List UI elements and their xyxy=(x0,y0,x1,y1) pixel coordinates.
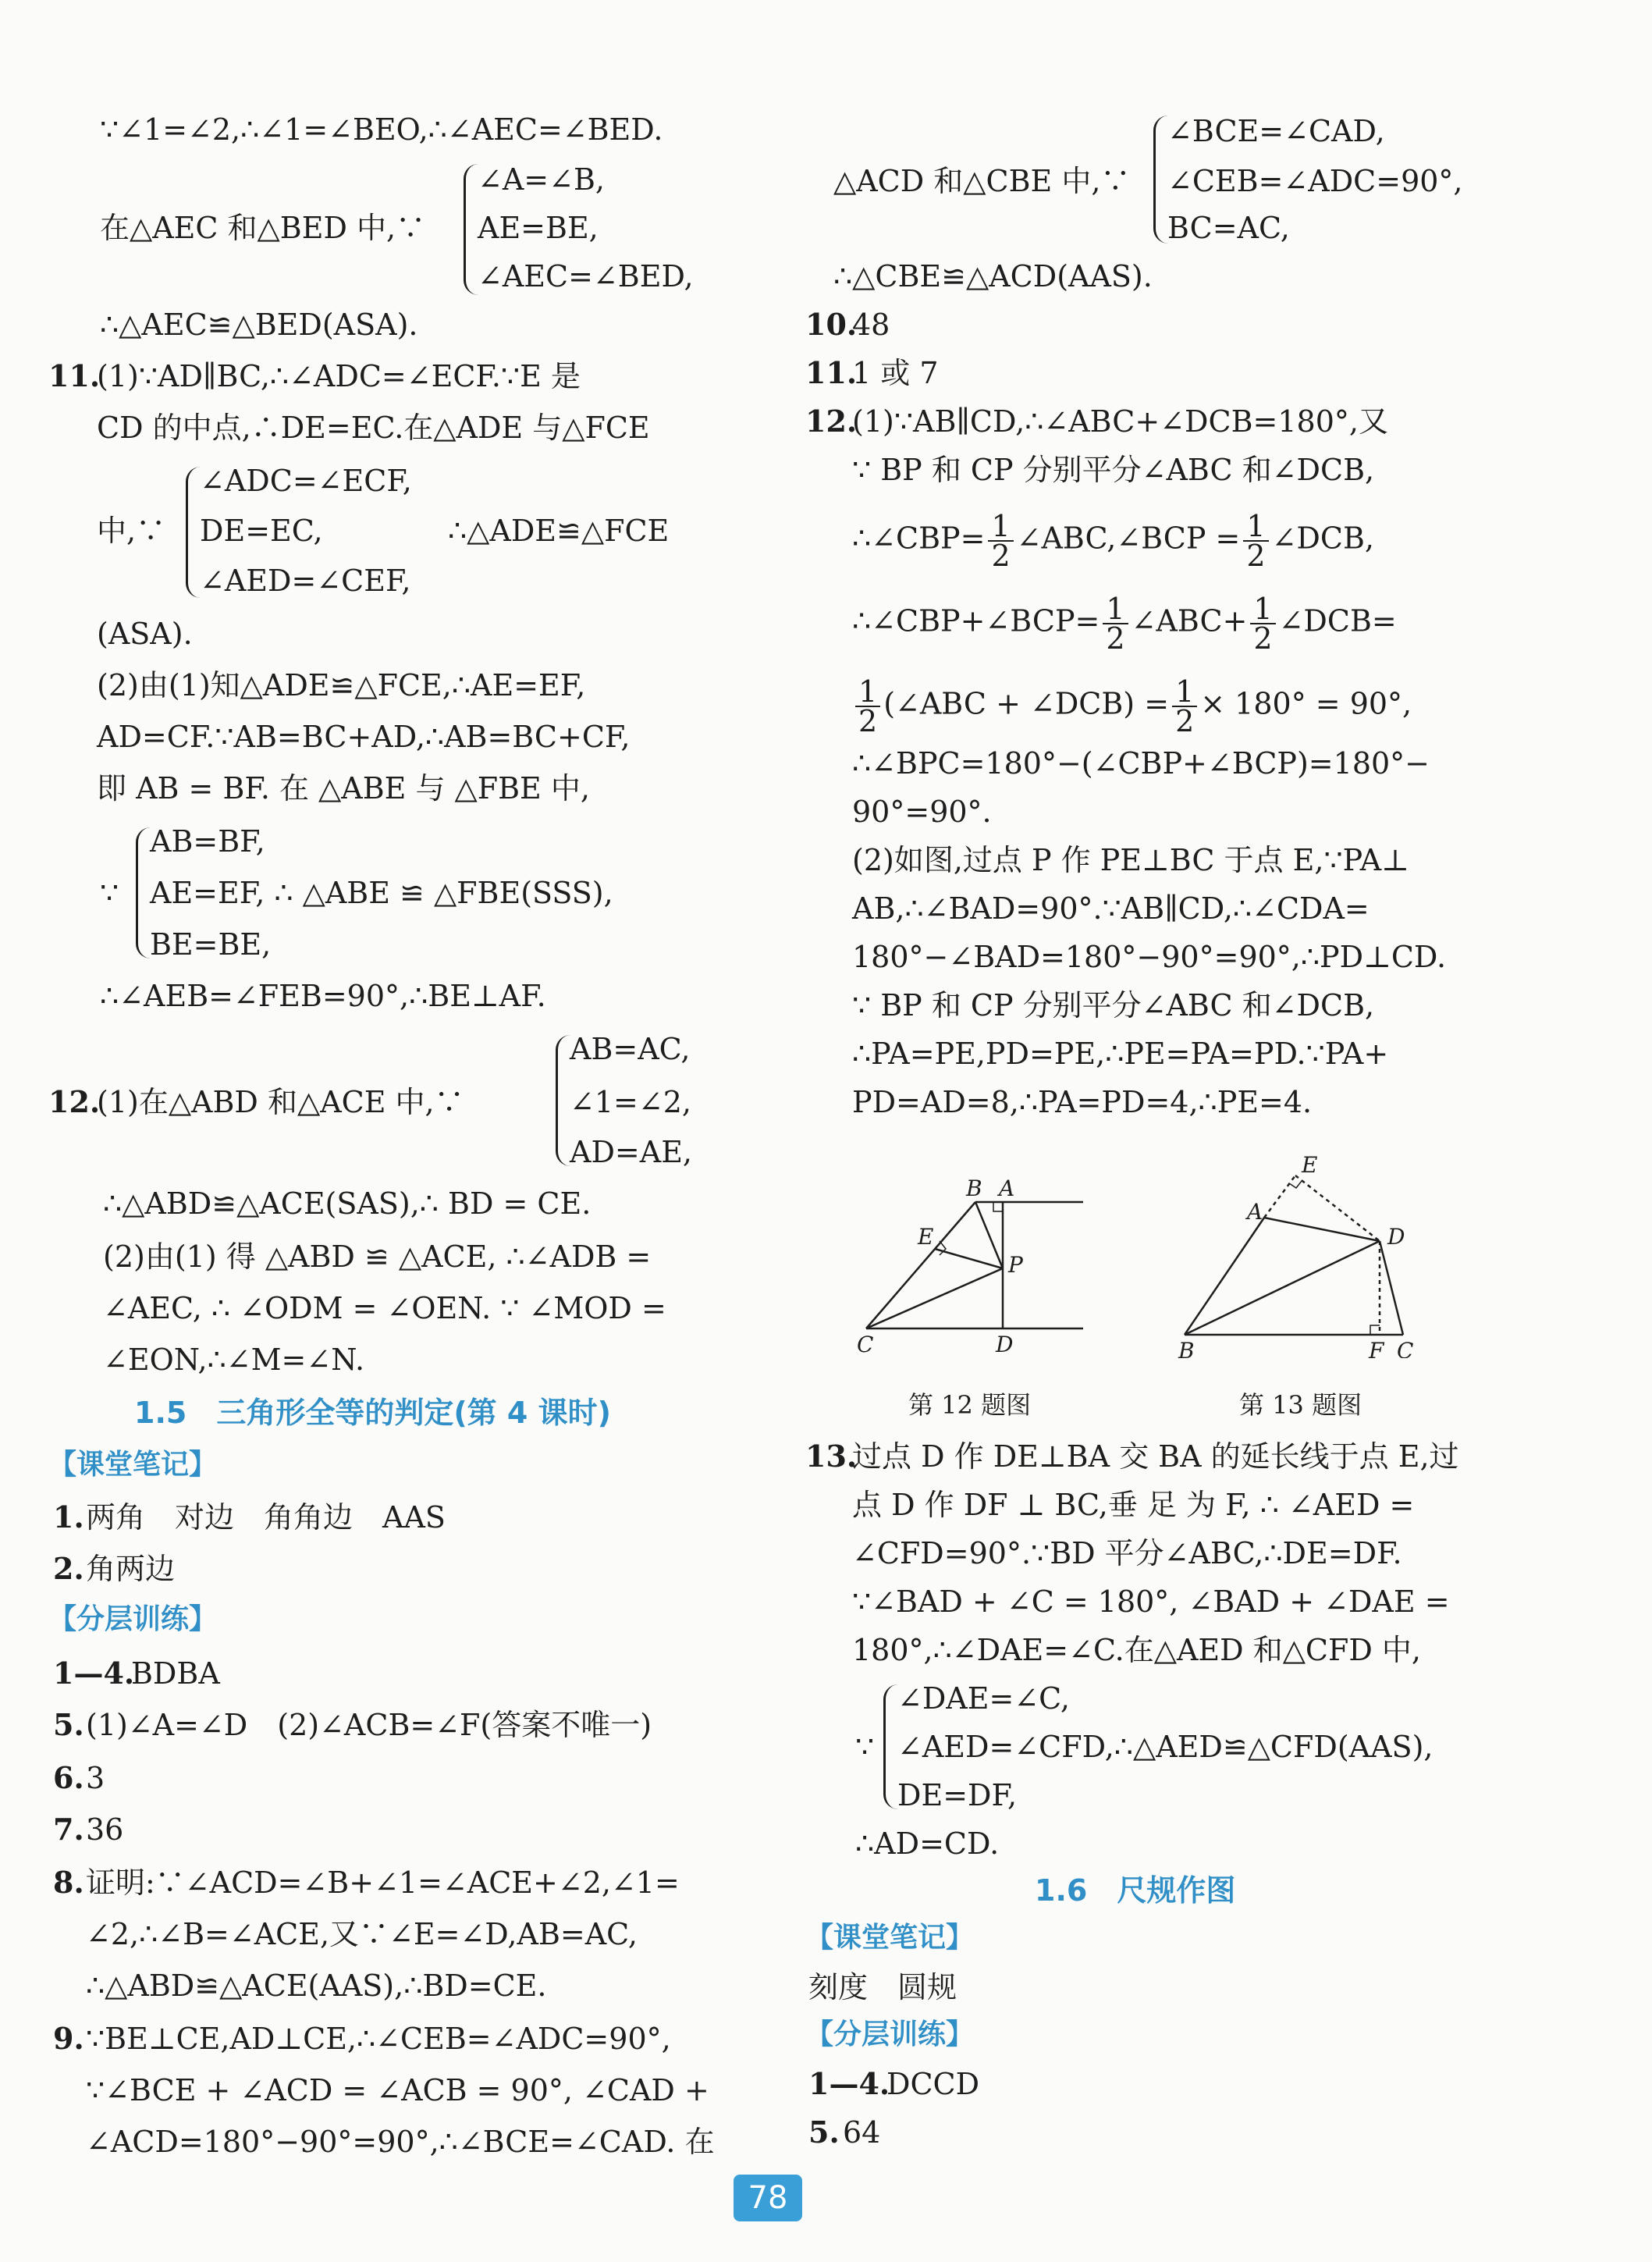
segment-de xyxy=(1295,1175,1380,1241)
line: ∴△ADE≌△FCE xyxy=(448,514,670,548)
question-number: 12. xyxy=(48,1084,101,1119)
fraction-half xyxy=(1172,674,1197,738)
system-line: ∠A=∠B, xyxy=(478,162,605,197)
fraction-denominator: 2 xyxy=(1175,704,1195,738)
line: (1)∵AD∥BC,∴∠ADC=∠ECF.∵E 是 xyxy=(97,359,581,393)
system-line: ∠DAE=∠C, xyxy=(897,1681,1070,1716)
text-run: ∠ABC,∠BCP = xyxy=(1016,521,1241,556)
tag-label: 【课堂笔记】 xyxy=(48,1449,218,1481)
text-run: ∴∠CBP= xyxy=(852,521,986,556)
fraction-half xyxy=(1250,592,1275,656)
line: 中,∵ xyxy=(97,514,166,548)
line: 即 AB = BF. 在 △ABE 与 △FBE 中, xyxy=(97,771,590,806)
line: (1)∵AB∥CD,∴∠ABC+∠DCB=180°,又 xyxy=(852,404,1388,439)
line: 证明:∵∠ACD=∠B+∠1=∠ACE+∠2,∠1= xyxy=(86,1865,680,1900)
line: 90°=90°. xyxy=(852,795,992,829)
system-line: AE=BE, xyxy=(478,211,599,245)
system-line: AD=AE, xyxy=(570,1135,693,1169)
figure-12 xyxy=(843,1163,1116,1358)
line: DCCD xyxy=(886,2067,980,2101)
line: 3 xyxy=(86,1761,105,1795)
segment-ad xyxy=(1264,1218,1380,1241)
section-title: 1.6 尺规作图 xyxy=(1035,1873,1236,1908)
fraction-half xyxy=(1103,592,1128,656)
system-line: BC=AC, xyxy=(1167,211,1290,245)
line: PD=AD=8,∴PA=PD=4,∴PE=4. xyxy=(852,1085,1313,1119)
text-run: ∠ABC+ xyxy=(1131,603,1248,638)
page-number: 78 xyxy=(734,2175,802,2221)
line-with-fraction xyxy=(852,509,1374,573)
item-number: 2. xyxy=(53,1551,84,1586)
line: ∵BE⊥CE,AD⊥CE,∴∠CEB=∠ADC=90°, xyxy=(86,2022,671,2056)
line: ∴∠AEB=∠FEB=90°,∴BE⊥AF. xyxy=(100,979,546,1013)
segment-bc xyxy=(866,1202,975,1328)
line: 点 D 作 DF ⊥ BC,垂 足 为 F, ∴ ∠AED = xyxy=(852,1488,1415,1522)
label-b: B xyxy=(966,1175,982,1201)
line: (2)由(1) 得 △ABD ≌ △ACE, ∴∠ADB = xyxy=(103,1239,652,1274)
system-brace xyxy=(186,467,201,598)
line: (2)由(1)知△ADE≌△FCE,∴AE=EF, xyxy=(97,668,586,702)
line: ∴PA=PE,PD=PE,∴PE=PA=PD.∵PA+ xyxy=(852,1037,1389,1071)
item-number: 1—4. xyxy=(808,2066,890,2101)
item-number: 7. xyxy=(53,1812,84,1847)
line: 1 或 7 xyxy=(852,356,939,390)
segment-ep xyxy=(935,1249,1003,1268)
line: (1)∠A=∠D (2)∠ACB=∠F(答案不唯一) xyxy=(86,1708,652,1742)
tag-label: 【分层训练】 xyxy=(805,2018,975,2050)
system-line: DE=EC, xyxy=(200,514,323,548)
segment-bd xyxy=(1185,1241,1380,1335)
question-number: 13. xyxy=(805,1439,858,1474)
line: ∠2,∴∠B=∠ACE,又∵∠E=∠D,AB=AC, xyxy=(86,1917,638,1951)
label-c: C xyxy=(1397,1338,1414,1358)
line: 过点 D 作 DE⊥BA 交 BA 的延长线于点 E,过 xyxy=(852,1439,1459,1474)
system-line: AB=AC, xyxy=(570,1032,691,1066)
line: ∠AEC, ∴ ∠ODM = ∠OEN. ∵ ∠MOD = xyxy=(103,1291,666,1325)
segment-ba xyxy=(1185,1218,1264,1335)
line: ∴△AEC≌△BED(ASA). xyxy=(100,308,418,342)
item-number: 9. xyxy=(53,2021,84,2056)
right-angle-mark xyxy=(993,1202,1003,1211)
right-angle-mark xyxy=(1370,1325,1380,1335)
item-number: 6. xyxy=(53,1760,84,1795)
item-number: 8. xyxy=(53,1865,84,1900)
line: 在△AEC 和△BED 中,∵ xyxy=(100,211,426,245)
line: (2)如图,过点 P 作 PE⊥BC 于点 E,∵PA⊥ xyxy=(852,843,1409,877)
line: △ACD 和△CBE 中,∵ xyxy=(833,164,1131,198)
item-number: 1—4. xyxy=(53,1656,135,1691)
fraction-denominator: 2 xyxy=(1253,621,1273,656)
section-title: 1.5 三角形全等的判定(第 4 课时) xyxy=(134,1396,611,1430)
system-brace xyxy=(136,827,151,959)
system-line: DE=DF, xyxy=(897,1778,1018,1812)
system-line: AE=EF, ∴ △ABE ≌ △FBE(SSS), xyxy=(150,876,613,910)
fraction-denominator: 2 xyxy=(858,704,878,738)
segment-dc xyxy=(1380,1241,1403,1335)
line: ∴△CBE≌△ACD(AAS). xyxy=(833,259,1153,293)
line: (1)在△ABD 和△ACE 中,∵ xyxy=(97,1085,464,1119)
system-line: AB=BF, xyxy=(150,824,265,859)
line: ∵ BP 和 CP 分别平分∠ABC 和∠DCB, xyxy=(852,453,1375,487)
item-number: 5. xyxy=(53,1707,84,1742)
line: ∵ xyxy=(855,1730,875,1764)
tag-label: 【分层训练】 xyxy=(48,1603,218,1635)
line: ∴AD=CD. xyxy=(855,1826,1000,1861)
line: 刻度 圆规 xyxy=(808,1970,957,2004)
label-c: C xyxy=(857,1332,874,1357)
right-angle-mark xyxy=(940,1241,946,1255)
fraction-denominator: 2 xyxy=(1106,621,1125,656)
line: ∠ACD=180°−90°=90°,∴∠BCE=∠CAD. 在 xyxy=(86,2125,715,2159)
line: ∠CFD=90°.∵BD 平分∠ABC,∴DE=DF. xyxy=(852,1536,1402,1570)
line: ∵∠BAD + ∠C = 180°, ∠BAD + ∠DAE = xyxy=(852,1584,1450,1619)
system-line: ∠1=∠2, xyxy=(570,1085,691,1119)
question-number: 11. xyxy=(805,355,858,390)
figure-13 xyxy=(1163,1147,1444,1358)
segment-cp xyxy=(866,1268,1003,1328)
line: 64 xyxy=(843,2115,881,2150)
label-d: D xyxy=(996,1332,1014,1357)
fraction-denominator: 2 xyxy=(1246,539,1266,573)
system-line: ∠CEB=∠ADC=90°, xyxy=(1167,164,1463,198)
item-number: 5. xyxy=(808,2114,840,2150)
line: ∵∠BCE + ∠ACD = ∠ACB = 90°, ∠CAD + xyxy=(86,2073,709,2107)
system-brace xyxy=(1153,116,1168,244)
fraction-numerator: 1 xyxy=(1250,595,1275,624)
line: 180°−∠BAD=180°−90°=90°,∴PD⊥CD. xyxy=(852,940,1447,974)
text-run: ∠DCB, xyxy=(1271,521,1374,556)
fraction-half xyxy=(855,674,880,738)
line: ∵ BP 和 CP 分别平分∠ABC 和∠DCB, xyxy=(852,988,1375,1023)
label-e: E xyxy=(1302,1152,1318,1178)
line: AD=CF.∵AB=BC+AD,∴AB=BC+CF, xyxy=(97,720,631,754)
figure-caption: 第 12 题图 xyxy=(908,1390,1032,1420)
text-run: ∴∠CBP+∠BCP= xyxy=(852,603,1100,638)
question-number: 12. xyxy=(805,404,858,439)
label-b: B xyxy=(1178,1338,1195,1358)
line: ∴∠BPC=180°−(∠CBP+∠BCP)=180°− xyxy=(852,746,1430,781)
system-line: BE=BE, xyxy=(150,927,272,962)
fraction-half xyxy=(988,509,1013,573)
fraction-half xyxy=(1243,509,1268,573)
label-a: A xyxy=(1247,1199,1263,1225)
text-run: (∠ABC + ∠DCB) = xyxy=(883,686,1170,721)
fraction-denominator: 2 xyxy=(991,539,1011,573)
text-run: ∠DCB= xyxy=(1278,603,1397,638)
label-a: A xyxy=(999,1175,1015,1201)
line: CD 的中点,∴DE=EC.在△ADE 与△FCE xyxy=(97,411,650,445)
label-p: P xyxy=(1008,1252,1023,1278)
line: 36 xyxy=(86,1812,124,1847)
line: 角两边 xyxy=(86,1552,176,1586)
right-angle-mark xyxy=(1289,1181,1302,1188)
line: AB,∴∠BAD=90°.∵AB∥CD,∴∠CDA= xyxy=(852,891,1370,926)
line: 180°,∴∠DAE=∠C.在△AED 和△CFD 中, xyxy=(852,1633,1421,1667)
label-d: D xyxy=(1387,1224,1405,1250)
system-line: ∠ADC=∠ECF, xyxy=(200,464,412,498)
system-brace xyxy=(464,164,478,295)
system-line: ∠AEC=∠BED, xyxy=(478,259,694,293)
label-e: E xyxy=(918,1224,934,1250)
line: (ASA). xyxy=(97,617,193,651)
line-with-fraction xyxy=(852,674,1412,738)
line: 48 xyxy=(852,308,890,342)
fraction-numerator: 1 xyxy=(1243,512,1268,542)
line: ∴△ABD≌△ACE(SAS),∴ BD = CE. xyxy=(103,1186,592,1221)
line-with-fraction xyxy=(852,592,1397,656)
line: 两角 对边 角角边 AAS xyxy=(86,1500,446,1535)
system-brace xyxy=(556,1035,570,1166)
fraction-numerator: 1 xyxy=(1172,678,1197,707)
tag-label: 【课堂笔记】 xyxy=(805,1922,975,1954)
system-line: ∠BCE=∠CAD, xyxy=(1167,114,1385,148)
system-brace xyxy=(883,1684,898,1809)
system-line: ∠AED=∠CEF, xyxy=(200,564,411,598)
question-number: 10. xyxy=(805,307,858,342)
question-number: 11. xyxy=(48,358,101,393)
line: ∵ xyxy=(100,876,119,910)
label-f: F xyxy=(1369,1338,1384,1358)
fraction-numerator: 1 xyxy=(988,512,1013,542)
text-run: × 180° = 90°, xyxy=(1200,686,1412,721)
line: ∵∠1=∠2,∴∠1=∠BEO,∴∠AEC=∠BED. xyxy=(100,112,663,147)
line: BDBA xyxy=(131,1656,220,1691)
item-number: 1. xyxy=(53,1499,84,1535)
figure-caption: 第 13 题图 xyxy=(1239,1390,1362,1420)
line: ∠EON,∴∠M=∠N. xyxy=(103,1343,365,1377)
line: ∴△ABD≌△ACE(AAS),∴BD=CE. xyxy=(86,1969,547,2003)
fraction-numerator: 1 xyxy=(855,678,880,707)
extension-ae xyxy=(1264,1175,1295,1218)
system-line: ∠AED=∠CFD,∴△AED≌△CFD(AAS), xyxy=(897,1730,1434,1764)
fraction-numerator: 1 xyxy=(1103,595,1128,624)
